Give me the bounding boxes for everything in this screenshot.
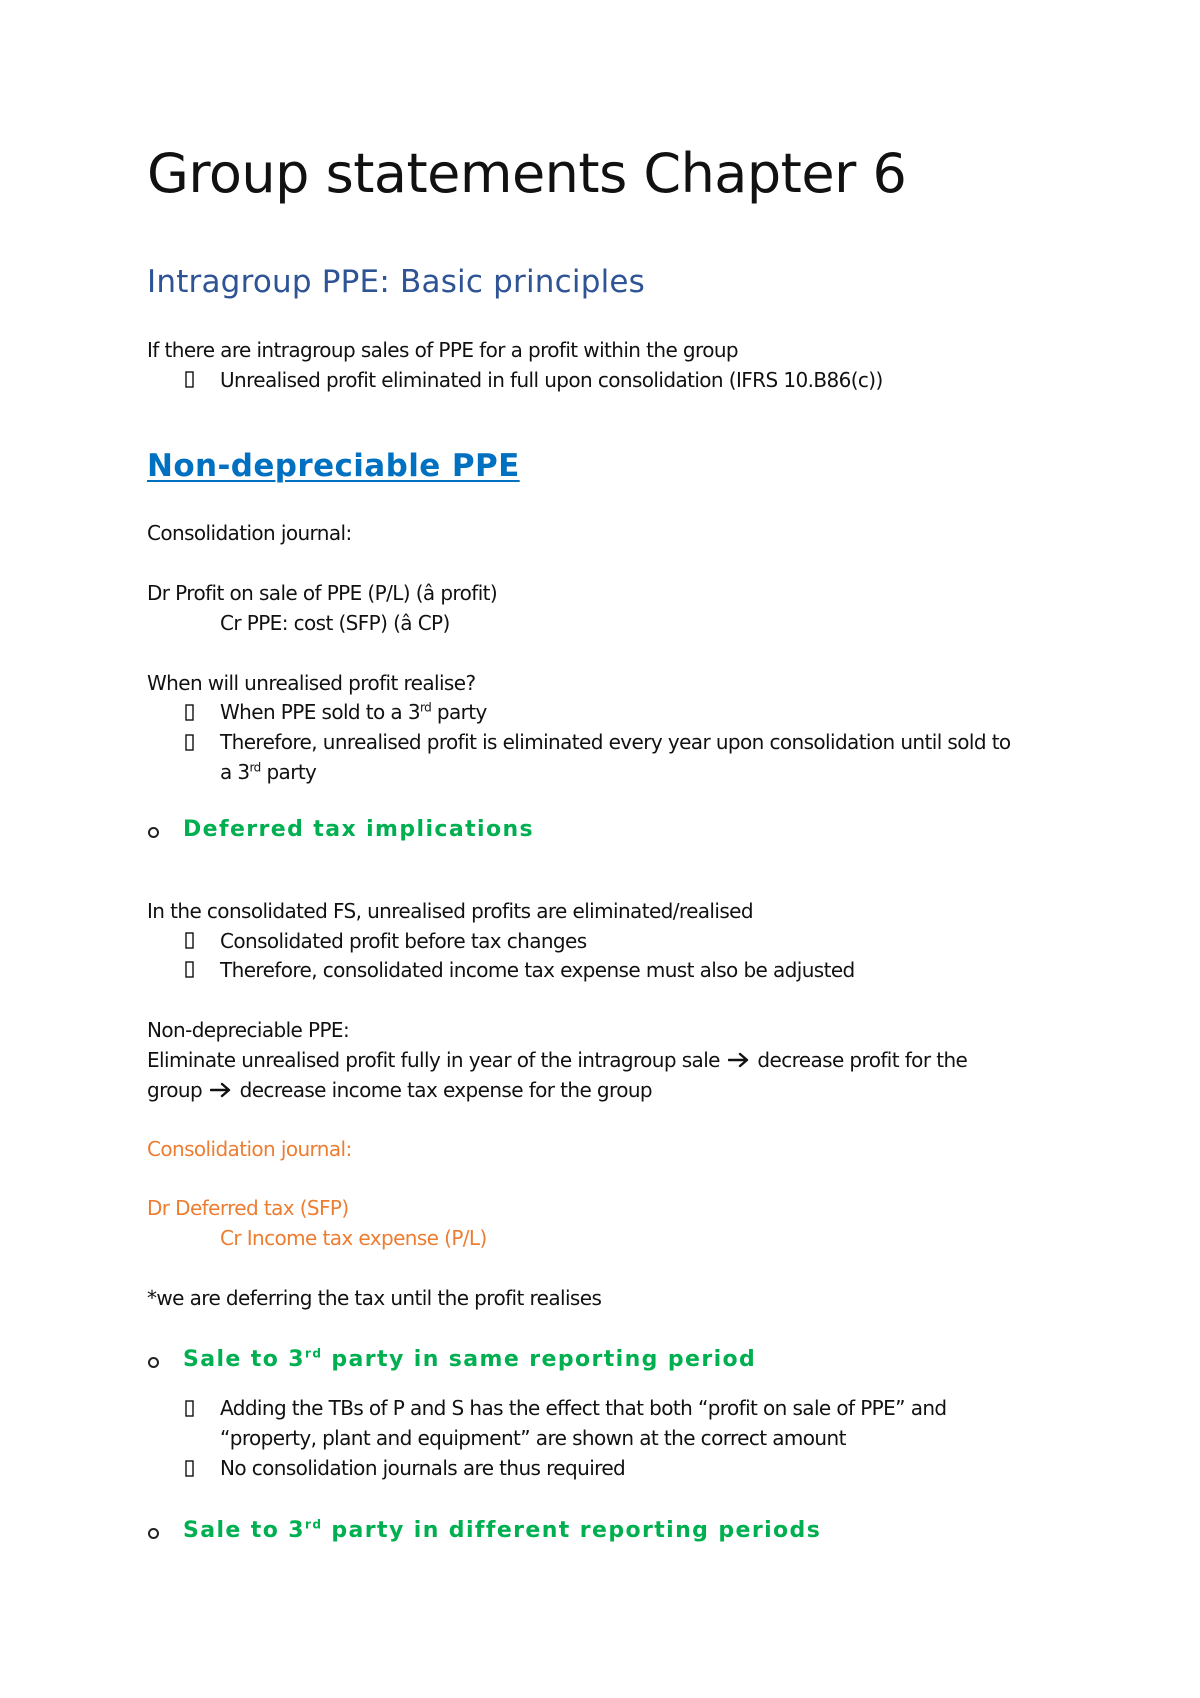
same-bullet-1-line-2: “property, plant and equipment” are shown at the correct amount: [220, 1426, 846, 1450]
nondep-bullet-2-line-1: Therefore, unrealised profit is eliminated every year upon consolidation until sold to: [220, 730, 1011, 754]
nondep-bullet-2-line-2: [220, 757, 316, 787]
basic-bullet-1: Unrealised profit eliminated in full upon consolidation (IFRS 10.B86(c)): [220, 368, 883, 392]
nondep-bullet-2-post: party: [260, 760, 317, 784]
nondep-journal-label: Consolidation journal:: [147, 521, 352, 545]
missing-glyph-box-icon: [185, 1400, 195, 1418]
nondep-bullet-2-sup: rd: [249, 760, 261, 775]
diff-heading-pre: Sale to 3: [183, 1518, 306, 1543]
missing-glyph-box-icon: [185, 371, 195, 389]
nondep-bullet-1-pre: When PPE sold to a 3: [220, 700, 420, 724]
deferred-cr-line: Cr Income tax expense (P/L): [220, 1226, 487, 1250]
deferred-bullet-1: Consolidated profit before tax changes: [220, 929, 587, 953]
section-heading-different-periods: [183, 1518, 821, 1543]
nondep-bullet-1: [220, 697, 487, 727]
deferred-paragraph-line-1: [147, 1045, 967, 1075]
deferred-para-2b: decrease income tax expense for the group: [239, 1078, 653, 1102]
missing-glyph-box-icon: [185, 1460, 195, 1478]
deferred-bullet-2: Therefore, consolidated income tax expense must also be adjusted: [220, 958, 855, 982]
same-heading-sup: rd: [305, 1346, 323, 1361]
right-arrow-icon: [210, 1082, 232, 1098]
missing-glyph-box-icon: [185, 932, 195, 950]
deferred-paragraph-line-2: [147, 1075, 652, 1105]
deferred-para-1b: decrease profit for the: [757, 1048, 968, 1072]
section-heading-same-period: [183, 1347, 756, 1372]
deferred-dr-line: Dr Deferred tax (SFP): [147, 1196, 349, 1220]
hollow-circle-icon: [148, 1528, 159, 1539]
hollow-circle-icon: [148, 827, 159, 838]
section-heading-deferred-tax: Deferred tax implications: [183, 817, 535, 842]
same-bullet-1-line-1: Adding the TBs of P and S has the effect that both “profit on sale of PPE” and: [220, 1396, 947, 1420]
nondep-bullet-1-post: party: [431, 700, 487, 724]
missing-glyph-box-icon: [185, 734, 195, 752]
hollow-circle-icon: [148, 1357, 159, 1368]
nondep-cr-line: Cr PPE: cost (SFP) (â CP): [220, 611, 450, 635]
basic-intro-text: If there are intragroup sales of PPE for a profit within the group: [147, 338, 738, 362]
same-bullet-2: No consolidation journals are thus required: [220, 1456, 626, 1480]
same-heading-post: party in same reporting period: [322, 1347, 757, 1372]
nondep-bullet-1-sup: rd: [419, 700, 432, 715]
same-heading-pre: Sale to 3: [183, 1347, 306, 1372]
section-heading-basic-principles: Intragroup PPE: Basic principles: [147, 264, 646, 300]
missing-glyph-box-icon: [185, 704, 195, 722]
deferred-journal-label: Consolidation journal:: [147, 1137, 352, 1161]
section-heading-non-depreciable-ppe: Non-depreciable PPE: [147, 448, 520, 484]
deferred-note: *we are deferring the tax until the profit realises: [147, 1286, 602, 1310]
deferred-intro: In the consolidated FS, unrealised profits are eliminated/realised: [147, 899, 753, 923]
deferred-para-1a: Eliminate unrealised profit fully in year of the intragroup sale: [147, 1048, 720, 1072]
nondep-bullet-2-pre: a 3: [220, 760, 250, 784]
nondep-question: When will unrealised profit realise?: [147, 671, 476, 695]
right-arrow-icon: [728, 1052, 750, 1068]
nondep-dr-line: Dr Profit on sale of PPE (P/L) (â profit): [147, 581, 498, 605]
deferred-para-2a: group: [147, 1078, 203, 1102]
missing-glyph-box-icon: [185, 961, 195, 979]
diff-heading-post: party in different reporting periods: [322, 1518, 822, 1543]
deferred-nondep-label: Non-depreciable PPE:: [147, 1018, 350, 1042]
page-title: Group statements Chapter 6: [147, 142, 907, 205]
diff-heading-sup: rd: [305, 1517, 323, 1532]
